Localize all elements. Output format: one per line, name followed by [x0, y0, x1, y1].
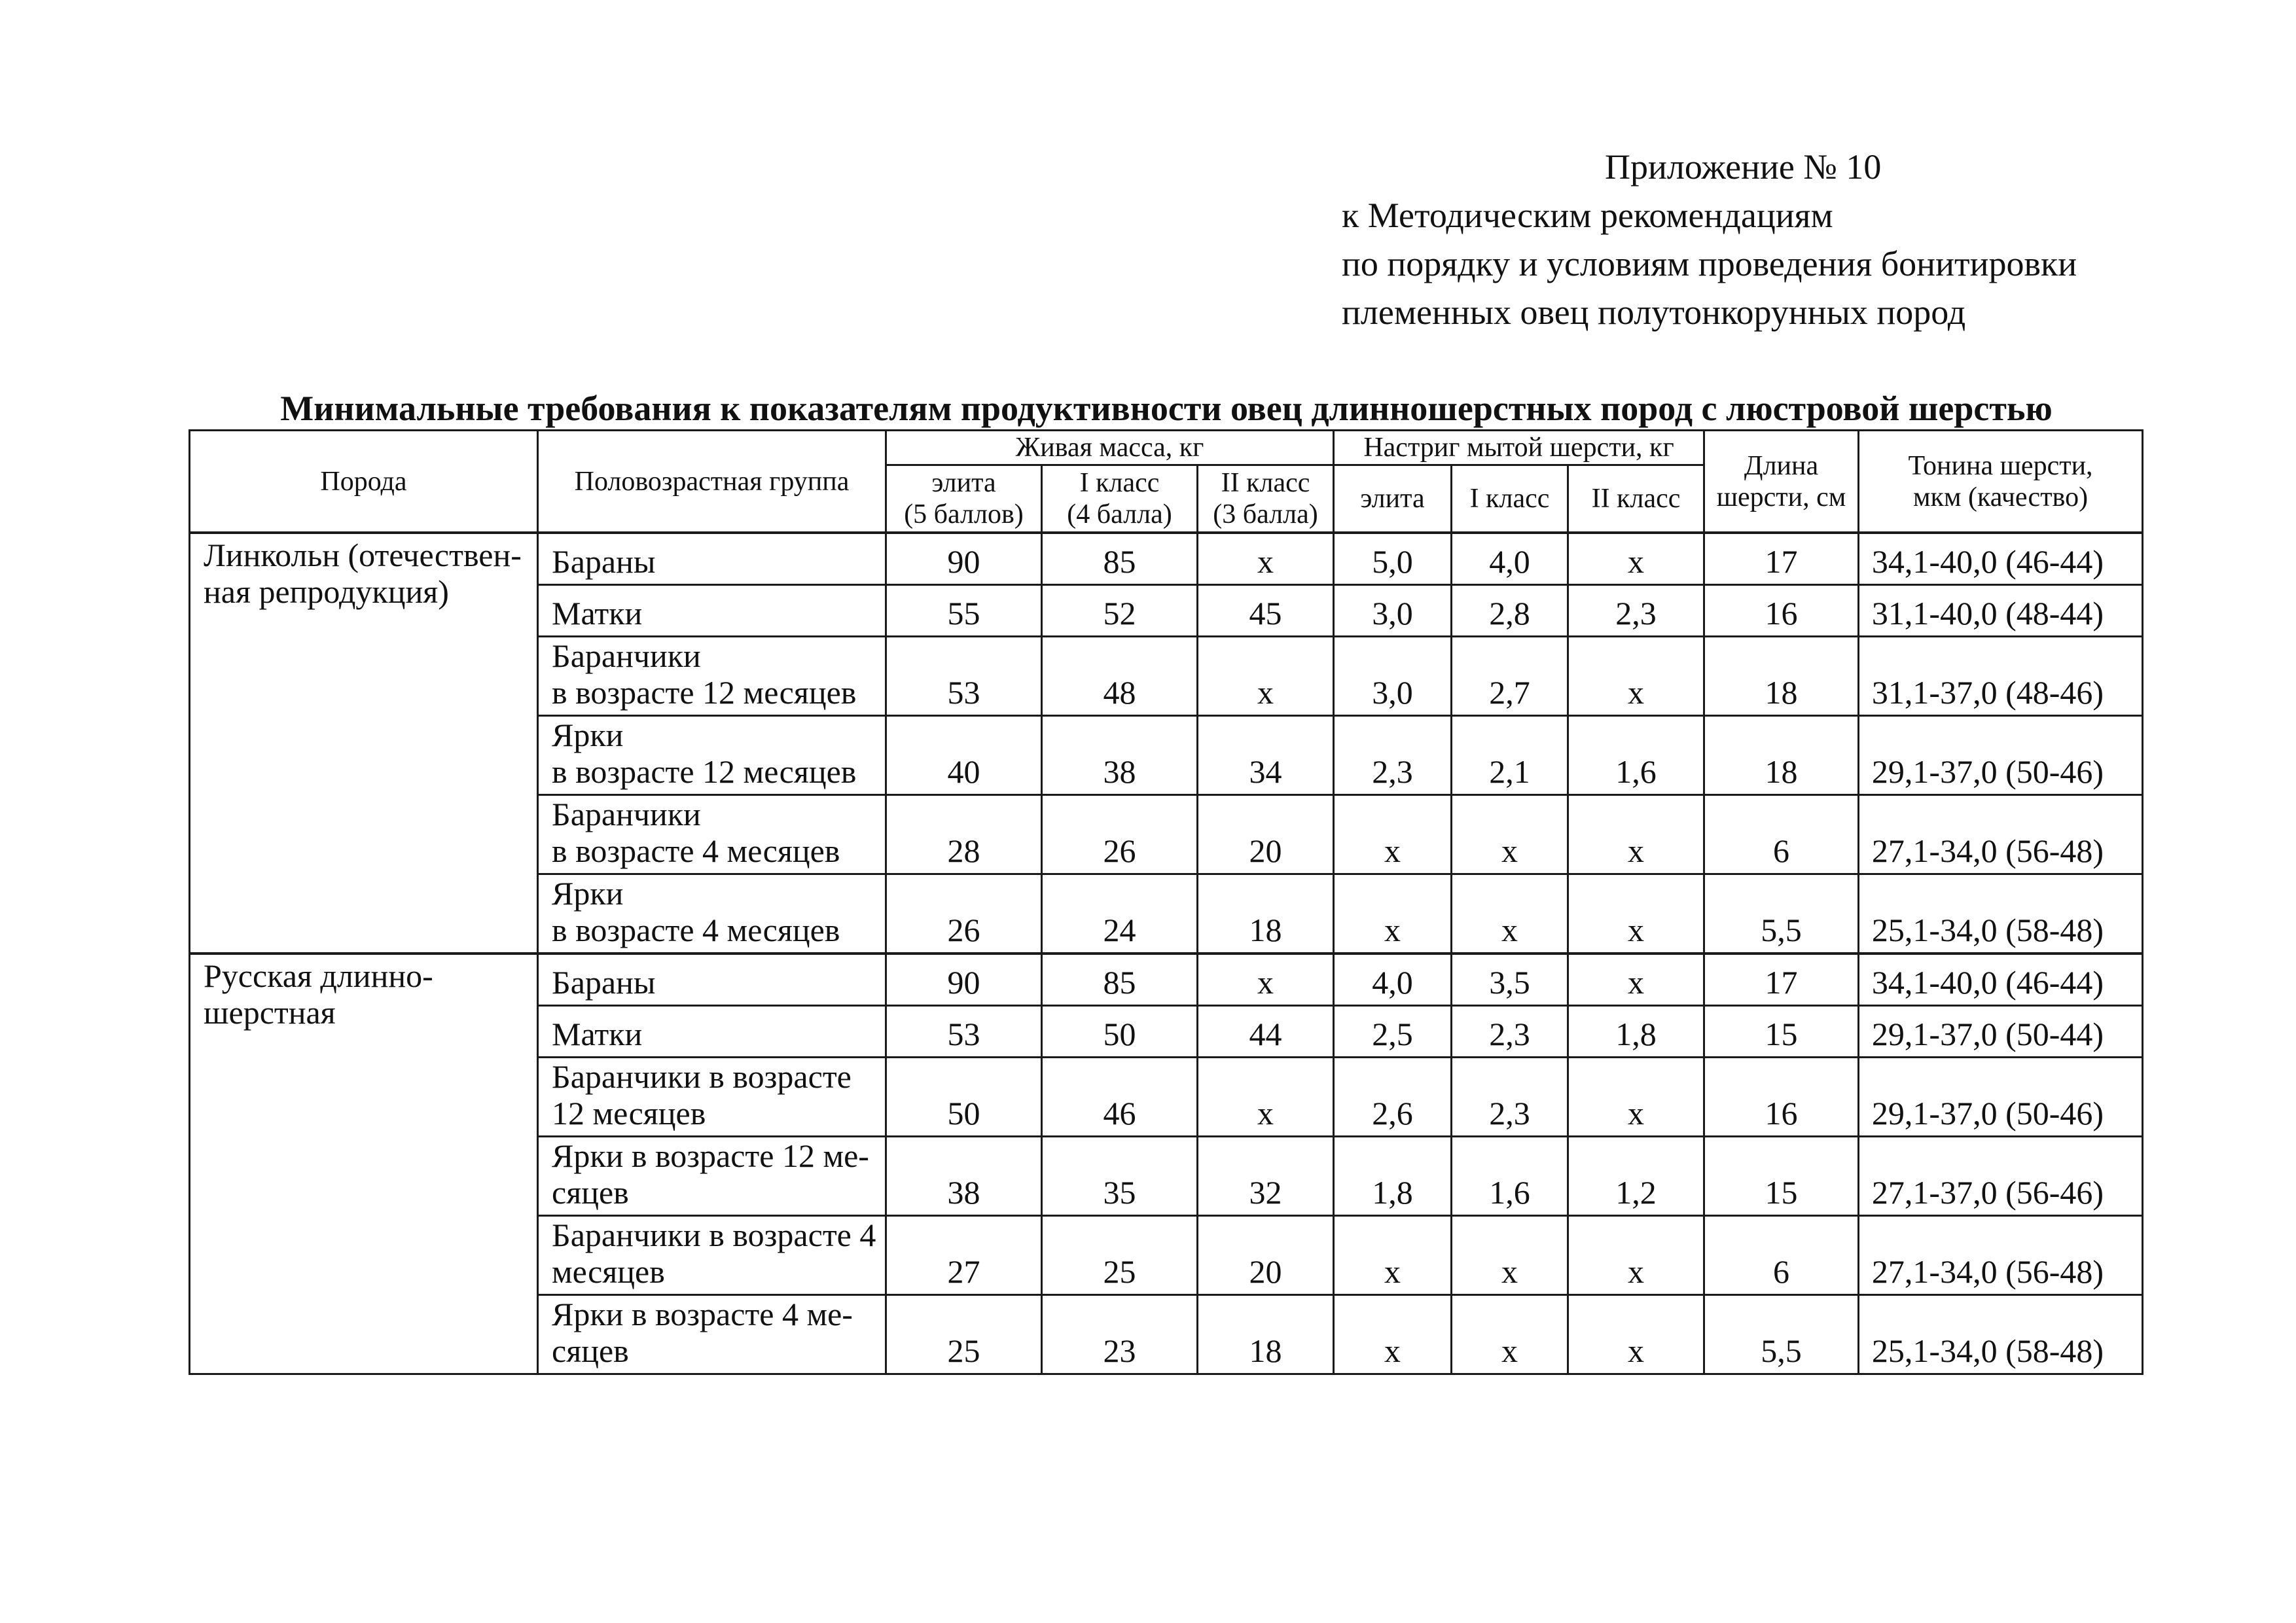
wc-class1-cell: х — [1452, 1216, 1568, 1295]
breed-cell: Русская длинно- шерстная — [190, 954, 538, 1374]
wc-elite-cell: х — [1334, 1216, 1452, 1295]
wc-elite-cell: 2,5 — [1334, 1006, 1452, 1058]
length-cell: 17 — [1704, 954, 1859, 1006]
wc-elite-cell: 1,8 — [1334, 1137, 1452, 1216]
wc-class2-cell: 1,2 — [1568, 1137, 1704, 1216]
appendix-number: Приложение № 10 — [1605, 147, 1882, 187]
breed-cell: Линкольн (отечествен- ная репродукция) — [190, 533, 538, 954]
lw-elite-cell: 53 — [886, 637, 1042, 716]
lw-class2-cell: 34 — [1198, 716, 1334, 795]
wc-elite-cell: 2,6 — [1334, 1058, 1452, 1137]
lw-elite-cell: 90 — [886, 533, 1042, 585]
col-header-lw-class1: I класс (4 балла) — [1042, 465, 1198, 533]
lw-class1-cell: 35 — [1042, 1137, 1198, 1216]
fineness-cell: 25,1-34,0 (58-48) — [1859, 1295, 2143, 1374]
lw-class1-cell: 85 — [1042, 954, 1198, 1006]
col-header-live-weight: Живая масса, кг — [886, 431, 1334, 465]
lw-class2-cell: 20 — [1198, 795, 1334, 874]
lw-class1-cell: 50 — [1042, 1006, 1198, 1058]
fineness-cell: 31,1-37,0 (48-46) — [1859, 637, 2143, 716]
lw-class1-cell: 52 — [1042, 585, 1198, 637]
lw-class1-cell: 46 — [1042, 1058, 1198, 1137]
lw-elite-cell: 55 — [886, 585, 1042, 637]
fineness-cell: 34,1-40,0 (46-44) — [1859, 533, 2143, 585]
wc-class2-cell: х — [1568, 1216, 1704, 1295]
length-cell: 17 — [1704, 533, 1859, 585]
length-cell: 6 — [1704, 1216, 1859, 1295]
wc-elite-cell: 4,0 — [1334, 954, 1452, 1006]
lw-class2-cell: х — [1198, 954, 1334, 1006]
wc-class1-cell: 2,7 — [1452, 637, 1568, 716]
lw-class1-cell: 38 — [1042, 716, 1198, 795]
length-cell: 18 — [1704, 637, 1859, 716]
length-cell: 15 — [1704, 1137, 1859, 1216]
col-header-wc-class1: I класс — [1452, 465, 1568, 533]
lw-class2-cell: 18 — [1198, 1295, 1334, 1374]
wc-class2-cell: х — [1568, 533, 1704, 585]
lw-class2-cell: 44 — [1198, 1006, 1334, 1058]
table-row — [190, 533, 2143, 585]
wc-class1-cell: 4,0 — [1452, 533, 1568, 585]
lw-class2-cell: 18 — [1198, 874, 1334, 954]
group-cell: Бараны — [538, 533, 886, 585]
group-cell: Бараны — [538, 954, 886, 1006]
group-cell: Баранчики в возрасте 12 месяцев — [538, 637, 886, 716]
lw-elite-cell: 26 — [886, 874, 1042, 954]
length-cell: 16 — [1704, 1058, 1859, 1137]
fineness-cell: 31,1-40,0 (48-44) — [1859, 585, 2143, 637]
lw-elite-cell: 50 — [886, 1058, 1042, 1137]
lw-class2-cell: х — [1198, 1058, 1334, 1137]
group-cell: Баранчики в возрасте 4 месяцев — [538, 1216, 886, 1295]
group-cell: Баранчики в возрасте 12 месяцев — [538, 1058, 886, 1137]
lw-class1-cell: 24 — [1042, 874, 1198, 954]
appendix-ref-line: племенных овец полутонкорунных пород — [1342, 293, 1966, 332]
lw-class2-cell: х — [1198, 533, 1334, 585]
wc-class2-cell: 1,8 — [1568, 1006, 1704, 1058]
lw-class1-cell: 48 — [1042, 637, 1198, 716]
lw-class1-cell: 25 — [1042, 1216, 1198, 1295]
fineness-cell: 29,1-37,0 (50-46) — [1859, 716, 2143, 795]
fineness-cell: 29,1-37,0 (50-44) — [1859, 1006, 2143, 1058]
wc-class1-cell: 2,3 — [1452, 1006, 1568, 1058]
wc-class2-cell: х — [1568, 795, 1704, 874]
length-cell: 18 — [1704, 716, 1859, 795]
lw-class1-cell: 26 — [1042, 795, 1198, 874]
wc-class2-cell: х — [1568, 1058, 1704, 1137]
wc-class1-cell: 2,1 — [1452, 716, 1568, 795]
col-header-lw-elite: элита (5 баллов) — [886, 465, 1042, 533]
col-header-lw-class2: II класс (3 балла) — [1198, 465, 1334, 533]
length-cell: 5,5 — [1704, 874, 1859, 954]
length-cell: 6 — [1704, 795, 1859, 874]
lw-elite-cell: 38 — [886, 1137, 1042, 1216]
wc-class2-cell: х — [1568, 954, 1704, 1006]
wc-class1-cell: 2,3 — [1452, 1058, 1568, 1137]
table-title: Минимальные требования к показателям продуктивности овец длинношерстных пород с люстровой шерстью — [280, 389, 2053, 428]
wc-class1-cell: 1,6 — [1452, 1137, 1568, 1216]
wc-class1-cell: 3,5 — [1452, 954, 1568, 1006]
lw-elite-cell: 28 — [886, 795, 1042, 874]
fineness-cell: 27,1-34,0 (56-48) — [1859, 1216, 2143, 1295]
group-cell: Ярки в возрасте 4 месяцев — [538, 874, 886, 954]
length-cell: 15 — [1704, 1006, 1859, 1058]
fineness-cell: 25,1-34,0 (58-48) — [1859, 874, 2143, 954]
col-header-group: Половозрастная группа — [538, 431, 886, 533]
wc-elite-cell: 2,3 — [1334, 716, 1452, 795]
wc-class2-cell: х — [1568, 874, 1704, 954]
requirements-table — [188, 429, 2144, 1375]
col-header-length: Длина шерсти, см — [1704, 431, 1859, 533]
wc-class2-cell: х — [1568, 1295, 1704, 1374]
wc-elite-cell: 3,0 — [1334, 637, 1452, 716]
lw-elite-cell: 40 — [886, 716, 1042, 795]
col-header-fineness: Тонина шерсти, мкм (качество) — [1859, 431, 2143, 533]
wc-class2-cell: 2,3 — [1568, 585, 1704, 637]
lw-elite-cell: 25 — [886, 1295, 1042, 1374]
lw-class2-cell: 32 — [1198, 1137, 1334, 1216]
col-header-wc-elite: элита — [1334, 465, 1452, 533]
wc-class1-cell: х — [1452, 795, 1568, 874]
fineness-cell: 27,1-37,0 (56-46) — [1859, 1137, 2143, 1216]
lw-elite-cell: 53 — [886, 1006, 1042, 1058]
col-header-wool-clip: Настриг мытой шерсти, кг — [1334, 431, 1704, 465]
group-cell: Матки — [538, 585, 886, 637]
appendix-ref-line: к Методическим рекомендациям — [1342, 196, 1833, 235]
appendix-ref-line: по порядку и условиям проведения бонитировки — [1342, 244, 2077, 283]
wc-elite-cell: 3,0 — [1334, 585, 1452, 637]
wc-class1-cell: х — [1452, 1295, 1568, 1374]
wc-class1-cell: х — [1452, 874, 1568, 954]
wc-class2-cell: х — [1568, 637, 1704, 716]
lw-class2-cell: 45 — [1198, 585, 1334, 637]
group-cell: Ярки в возрасте 12 месяцев — [538, 716, 886, 795]
wc-class2-cell: 1,6 — [1568, 716, 1704, 795]
wc-elite-cell: х — [1334, 874, 1452, 954]
length-cell: 5,5 — [1704, 1295, 1859, 1374]
lw-class1-cell: 85 — [1042, 533, 1198, 585]
group-cell: Матки — [538, 1006, 886, 1058]
length-cell: 16 — [1704, 585, 1859, 637]
col-header-wc-class2: II класс — [1568, 465, 1704, 533]
wc-elite-cell: х — [1334, 1295, 1452, 1374]
fineness-cell: 27,1-34,0 (56-48) — [1859, 795, 2143, 874]
group-cell: Баранчики в возрасте 4 месяцев — [538, 795, 886, 874]
appendix-block — [1342, 143, 2245, 336]
group-cell: Ярки в возрасте 12 ме- сяцев — [538, 1137, 886, 1216]
fineness-cell: 34,1-40,0 (46-44) — [1859, 954, 2143, 1006]
lw-elite-cell: 27 — [886, 1216, 1042, 1295]
wc-elite-cell: 5,0 — [1334, 533, 1452, 585]
col-header-breed: Порода — [190, 431, 538, 533]
wc-elite-cell: х — [1334, 795, 1452, 874]
lw-class1-cell: 23 — [1042, 1295, 1198, 1374]
lw-class2-cell: х — [1198, 637, 1334, 716]
lw-elite-cell: 90 — [886, 954, 1042, 1006]
wc-class1-cell: 2,8 — [1452, 585, 1568, 637]
fineness-cell: 29,1-37,0 (50-46) — [1859, 1058, 2143, 1137]
lw-class2-cell: 20 — [1198, 1216, 1334, 1295]
group-cell: Ярки в возрасте 4 ме- сяцев — [538, 1295, 886, 1374]
table-row — [190, 954, 2143, 1006]
